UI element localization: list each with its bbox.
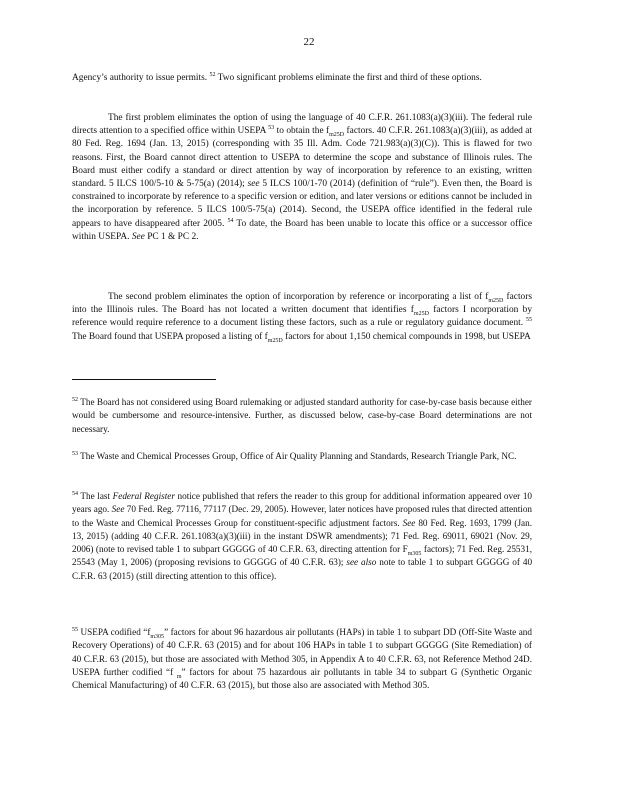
subscript: m305 (150, 633, 165, 640)
footnote-53 (72, 450, 532, 463)
text-run: 5 ILCS 100/1-70 (2014) (definition of “rule”). Even then, the Board is constrained to incorporate by reference to a specific version or edition, and later versions or editions cannot be included in the incorporation by reference. 5 ILCS 100/5-75(a) (2014). Second, the USEPA office identified in the federal rule appears to have disappeared after 2005. (72, 179, 532, 229)
footnote-number: 52 (72, 396, 78, 403)
text-run: factors for about 1,150 chemical compounds in 1998, but USEPA (285, 331, 531, 342)
subscript: m25D (488, 297, 504, 304)
footnote-text: USEPA codified “f (80, 627, 151, 637)
body-paragraph-second-problem (72, 291, 532, 344)
subscript: m25D (329, 132, 345, 139)
footnote-ref-55[interactable]: 55 (526, 317, 532, 324)
footnote-text: ” factors for about 75 hazardous air pollutants in table 34 to subpart G (Synthetic Organic Chemical Manufacturing) of 40 C.F.R. 63 (2015), but those also are associated with Method 305. (72, 666, 533, 691)
text-run: To date, the Board has been unable to locate this office or a successor office within USEPA. (72, 218, 532, 242)
citation-signal: see also (346, 557, 377, 568)
body-paragraph-first-problem (72, 112, 532, 244)
body-paragraph-continuation (72, 72, 532, 85)
publication-title: Federal Register (112, 491, 175, 501)
footnote-text: The Board has not considered using Board rulemaking or adjusted standard authority for case-by-case basis because either would be cumbersome and resource-intensive. Further, as discussed below, case-by-case Board determinations are not necessary. (72, 397, 532, 434)
text-run: factors. 40 C.F.R. 261.1083(a)(3)(iii), as added at 80 Fed. Reg. 1694 (Jan. 13, 2015) (corresponding with 35 Ill. Adm. Code 721.983(a)(3)(C)). This is flawed for two reasons. First, the Board cannot direct attention to USEPA to determine the scope and substance of Illinois rules. The Board must either codify a standard or direct attention by way of incorporation by reference to an existing, written standard. 5 ILCS 100/5-10 & 5-75(a) (2014); (72, 126, 533, 190)
footnote-number: 55 (72, 626, 78, 633)
citation-signal: See (111, 504, 125, 515)
footnote-55 (72, 626, 532, 692)
citation-signal: See (131, 231, 145, 242)
citation-signal: see (247, 179, 260, 190)
footnote-52 (72, 396, 532, 436)
footnote-text: ” factors for about 96 hazardous air pollutants (HAPs) in table 1 to subpart DD (Off-Site Waste and Recovery Operations) of 40 C.F.R. 63 (2015) and for about 106 HAPs in table 1 to subpart GGGGG (Site Remediation) of 40 C.F.R. 63 (2015), but those are associated with Method 305, in Appendix A to 40 C.F.R. 63, not Reference Method 24D. USEPA further codified “f (72, 627, 532, 677)
footnote-ref-54[interactable]: 54 (227, 217, 234, 224)
text-run: Agency’s authority to issue permits. (72, 73, 208, 83)
footnote-text: The Waste and Chemical Processes Group, Office of Air Quality Planning and Standards, Research Triangle Park, NC. (80, 451, 517, 461)
subscript: m25D (413, 311, 429, 318)
text-run: factors into the Illinois rules. The Board has not located a written document that identifies f (72, 292, 533, 316)
footnote-separator (72, 379, 216, 380)
footnote-text: 80 Fed. Reg. 1693, 1799 (Jan. 13, 2015) (adding 40 C.F.R. 261.1083(a)(3)(iii) in the instant DSWR amendments); 71 Fed. Reg. 69011, 69021 (Nov. 29, 2006) (note to revised table 1 to subpart GGGGG of 40 C.F.R. 63, directing attention for F (72, 517, 533, 555)
footnote-text: notice published that refers the reader to this group for additional information appeared over 10 years ago. (72, 491, 533, 515)
text-run: The Board found that USEPA proposed a listing of f (72, 331, 268, 342)
subscript: m (176, 673, 182, 680)
footnote-text: The last (80, 491, 111, 501)
text-run: to obtain the f (276, 126, 330, 137)
footnote-text: factors); 71 Fed. Reg. 25531, 25543 (May 1, 2006) (proposing revisions to GGGGG of 40 C.F.R. 63); (72, 544, 532, 568)
footnote-text: 70 Fed. Reg. 77116, 77117 (Dec. 29, 2005). However, later notices have proposed rules that directed attention to the Waste and Chemical Processes Group for constituent-specific adjustment factors. (72, 504, 533, 528)
footnote-ref-53[interactable]: 53 (268, 125, 275, 132)
text-run: The first problem eliminates the option of using the language of 40 C.F.R. 261.1083(a)(3)(iii). The federal rule directs attention to a specified office within USEPA (72, 113, 532, 137)
footnote-text: note to table 1 to subpart GGGGG of 40 C.F.R. 63 (2015) (still directing attention to this office). (72, 557, 533, 581)
text-run: The second problem eliminates the option of incorporation by reference or incorporating a list of f (108, 292, 489, 302)
text-run: PC 1 & PC 2. (147, 231, 199, 242)
text-run: factors I ncorporation by reference would require reference to a document listing these factors, such as a rule or regulatory guidance document. (72, 305, 533, 329)
subscript: m25D (267, 337, 283, 344)
subscript: m305 (407, 551, 422, 558)
footnote-number: 53 (72, 450, 78, 457)
footnote-number: 54 (72, 490, 78, 497)
footnote-54 (72, 490, 532, 583)
text-run: Two significant problems eliminate the first and third of these options. (217, 73, 482, 83)
page-number: 22 (303, 36, 315, 48)
footnote-ref-52[interactable]: 52 (209, 71, 216, 78)
citation-signal: See (402, 517, 416, 528)
